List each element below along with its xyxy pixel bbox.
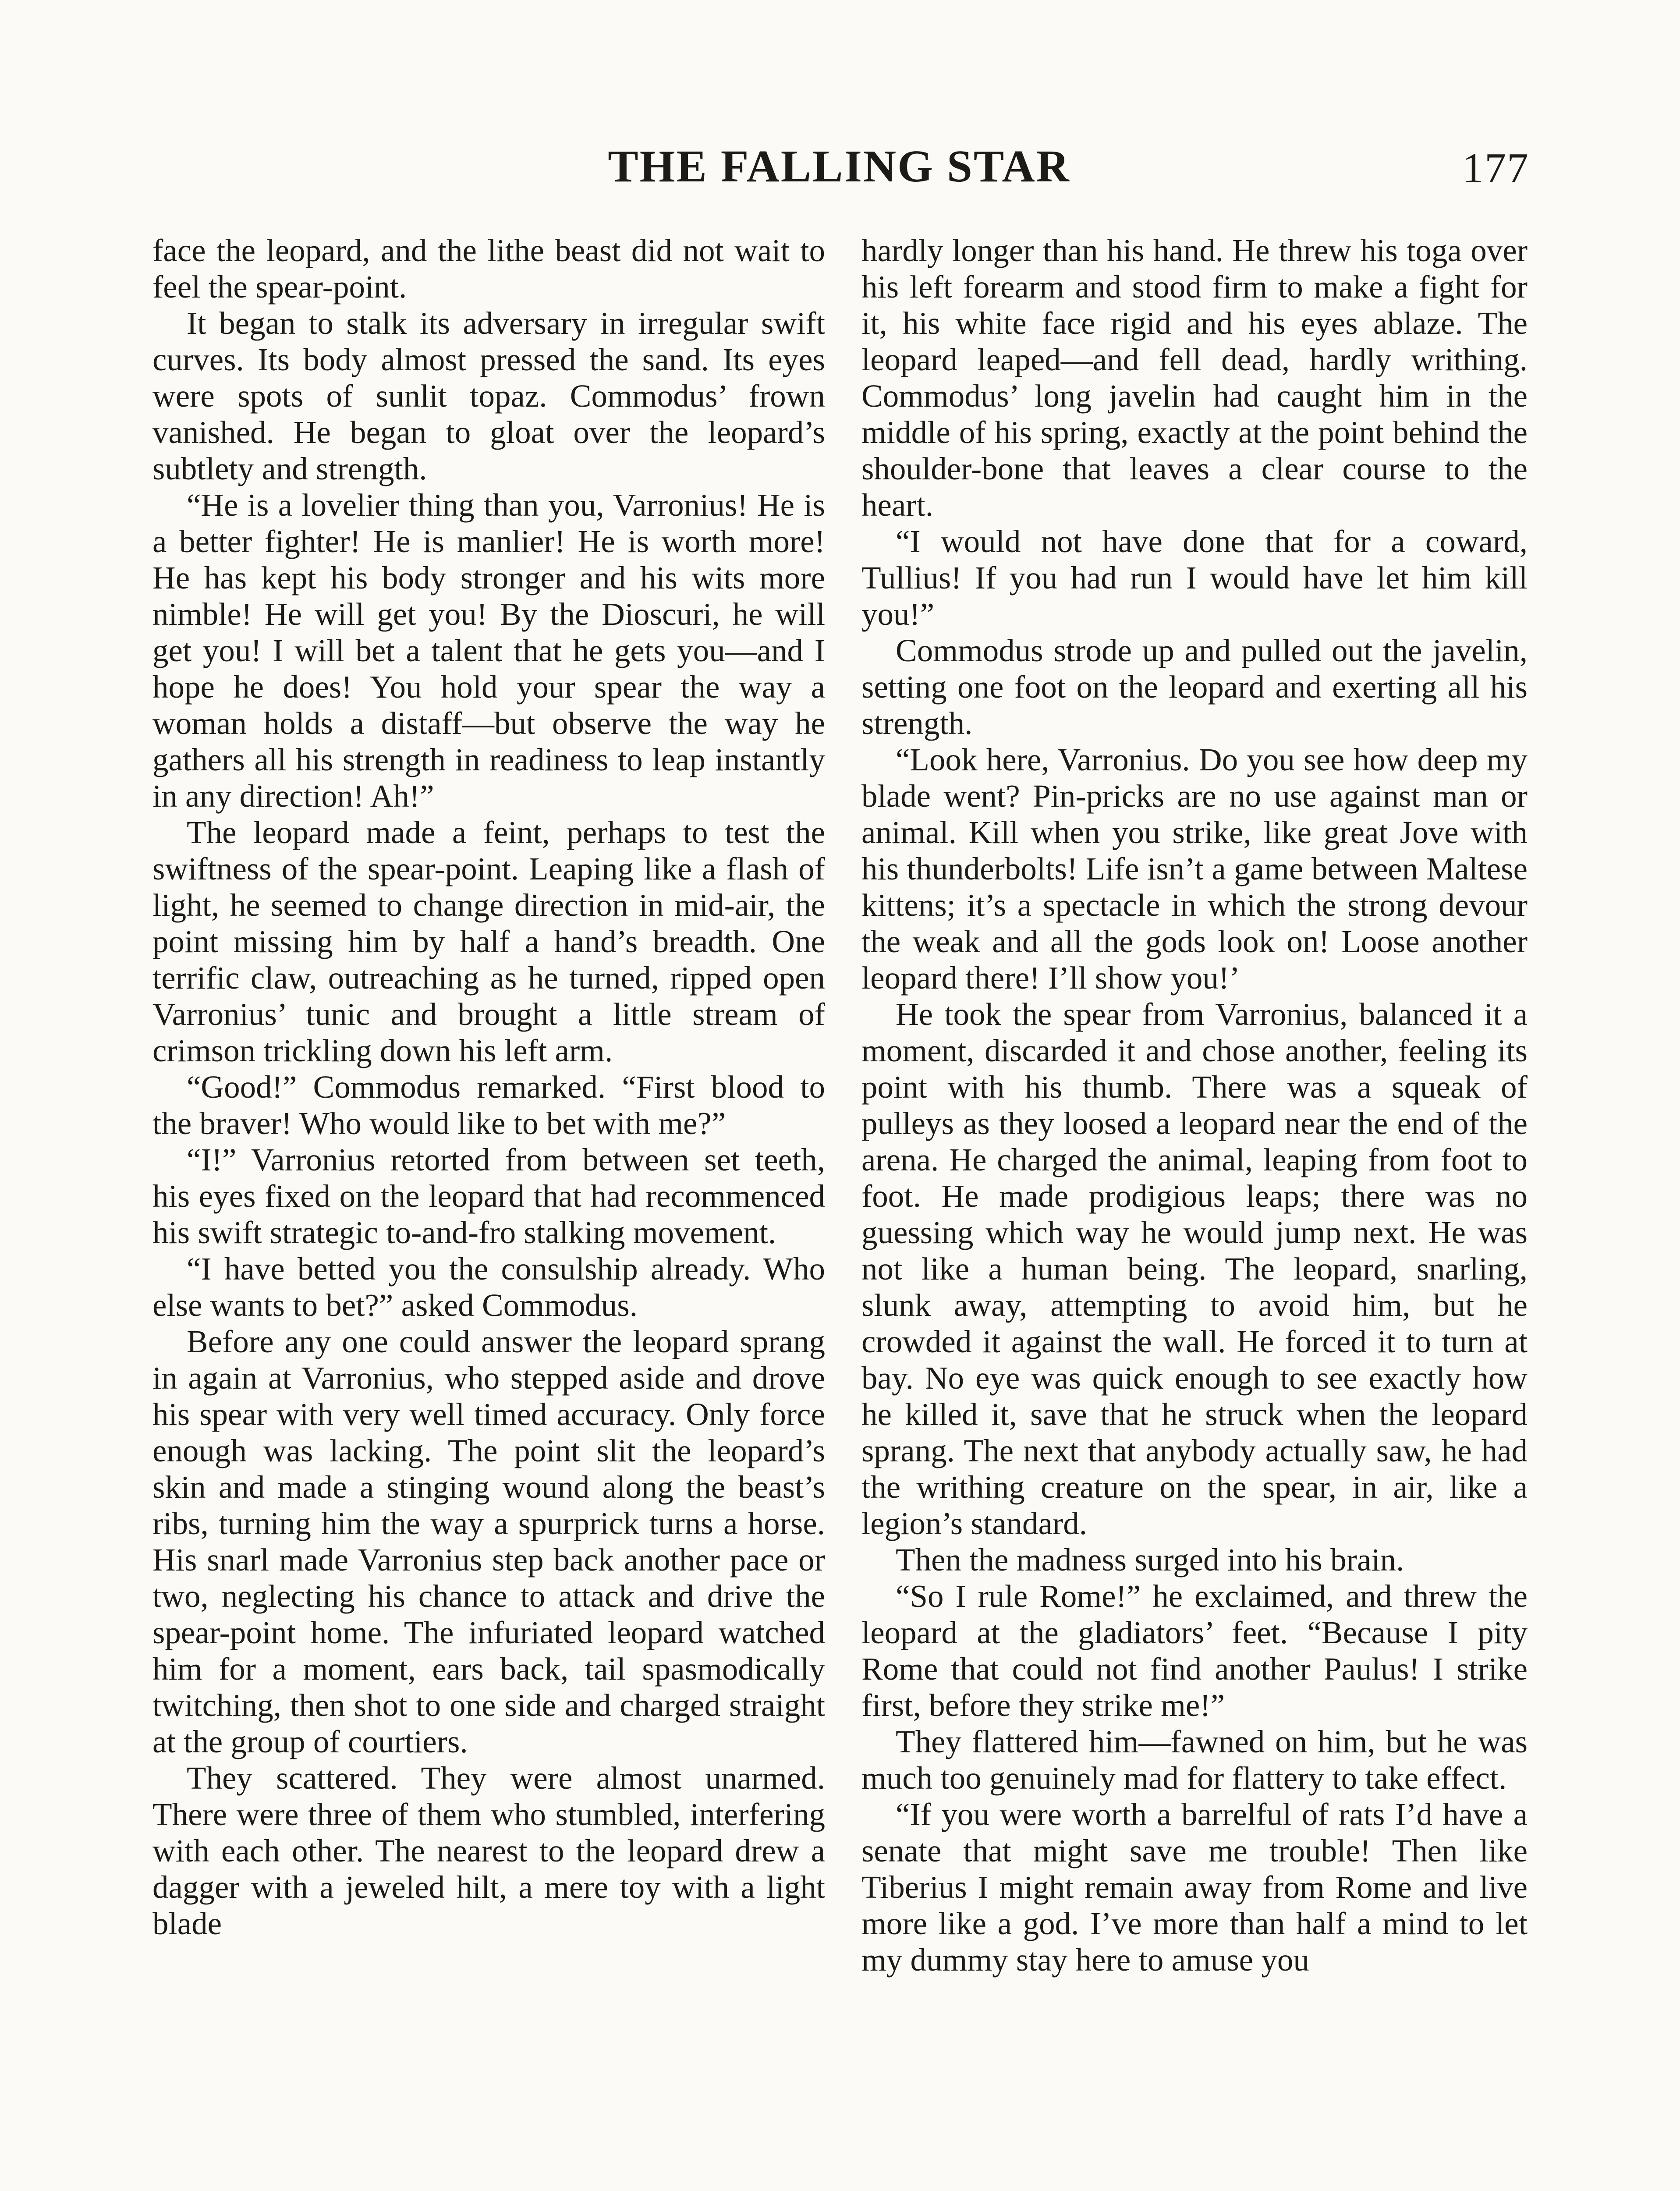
text-column-left: [152, 232, 825, 1942]
text-column-right: [861, 232, 1528, 1978]
paragraph: It began to stalk its adversary in irregular swift curves. Its body almost pressed the sand. Its eyes were spots of sunlit topaz. Commodus’ frown vanished. He began to gloat over the leopard’s subtlety and strength.: [152, 305, 825, 486]
page-number: 177: [1462, 145, 1529, 192]
paragraph: The leopard made a feint, perhaps to test the swiftness of the spear-point. Leaping like a flash of light, he seemed to change direction in mid-air, the point missing him by half a hand’s breadth. One terrific claw, outreaching as he turned, ripped open Varronius’ tunic and brought a little stream of crimson trickling down his left arm.: [152, 815, 825, 1068]
paragraph: “He is a lovelier thing than you, Varronius! He is a better fighter! He is manlier! He is worth more! He has kept his body stronger and his wits more nimble! He will get you! By the Dioscuri, he will get you! I will bet a talent that he gets you—and I hope he does! You hold your spear the way a woman holds a distaff—but observe the way he gathers all his strength in readiness to leap instantly in any direction! Ah!”: [152, 487, 825, 814]
paragraph: They flattered him—fawned on him, but he was much too genuinely mad for flattery to take effect.: [861, 1724, 1528, 1796]
paragraph: “I!” Varronius retorted from between set teeth, his eyes fixed on the leopard that had recommenced his swift strategic to-and-fro stalking movement.: [152, 1142, 825, 1250]
paragraph: “Good!” Commodus remarked. “First blood to the braver! Who would like to bet with me?”: [152, 1069, 825, 1141]
running-header: [149, 140, 1529, 215]
paragraph: “Look here, Varronius. Do you see how deep my blade went? Pin-pricks are no use against man or animal. Kill when you strike, like great Jove with his thunderbolts! Life isn’t a game between Maltese kittens; it’s a spectacle in which the strong devour the weak and all the gods look on! Loose another leopard there! I’ll show you!’: [861, 742, 1528, 996]
paragraph: “I have betted you the consulship already. Who else wants to bet?” asked Commodus.: [152, 1251, 825, 1323]
paragraph: Commodus strode up and pulled out the javelin, setting one foot on the leopard and exerting all his strength.: [861, 633, 1528, 741]
paragraph: “So I rule Rome!” he exclaimed, and threw the leopard at the gladiators’ feet. “Because I pity Rome that could not find another Paulus! I strike first, before they strike me!”: [861, 1578, 1528, 1723]
paragraph: They scattered. They were almost unarmed. There were three of them who stumbled, interfering with each other. The nearest to the leopard drew a dagger with a jeweled hilt, a mere toy with a light blade: [152, 1760, 825, 1941]
paragraph: “If you were worth a barrelful of rats I’d have a senate that might save me trouble! Then like Tiberius I might remain away from Rome and live more like a god. I’ve more than half a mind to let my dummy stay here to amuse you: [861, 1797, 1528, 1978]
paragraph: Then the madness surged into his brain.: [896, 1542, 1404, 1578]
paragraph: face the leopard, and the lithe beast did not wait to feel the spear-point.: [152, 233, 825, 305]
running-title: THE FALLING STAR: [608, 141, 1070, 191]
paragraph: hardly longer than his hand. He threw his toga over his left forearm and stood firm to make a fight for it, his white face rigid and his eyes ablaze. The leopard leaped—and fell dead, hardly writhing. Commodus’ long javelin had caught him in the middle of his spring, exactly at the point behind the shoulder-bone that leaves a clear course to the heart.: [861, 233, 1528, 523]
paragraph: He took the spear from Varronius, balanced it a moment, discarded it and chose another, feeling its point with his thumb. There was a squeak of pulleys as they loosed a leopard near the end of the arena. He charged the animal, leaping from foot to foot. He made prodigious leaps; there was no guessing which way he would jump next. He was not like a human being. The leopard, snarling, slunk away, attempting to avoid him, but he crowded it against the wall. He forced it to turn at bay. No eye was quick enough to see exactly how he killed it, save that he struck when the leopard sprang. The next that anybody actually saw, he had the writhing creature on the spear, in air, like a legion’s standard.: [861, 996, 1528, 1541]
paragraph: Before any one could answer the leopard sprang in again at Varronius, who stepped aside and drove his spear with very well timed accuracy. Only force enough was lacking. The point slit the leopard’s skin and made a stinging wound along the beast’s ribs, turning him the way a spurprick turns a horse. His snarl made Varronius step back another pace or two, neglecting his chance to attack and drive the spear-point home. The infuriated leopard watched him for a moment, ears back, tail spasmodically twitching, then shot to one side and charged straight at the group of courtiers.: [152, 1324, 825, 1759]
paragraph: “I would not have done that for a coward, Tullius! If you had run I would have let him kill you!”: [861, 524, 1528, 632]
